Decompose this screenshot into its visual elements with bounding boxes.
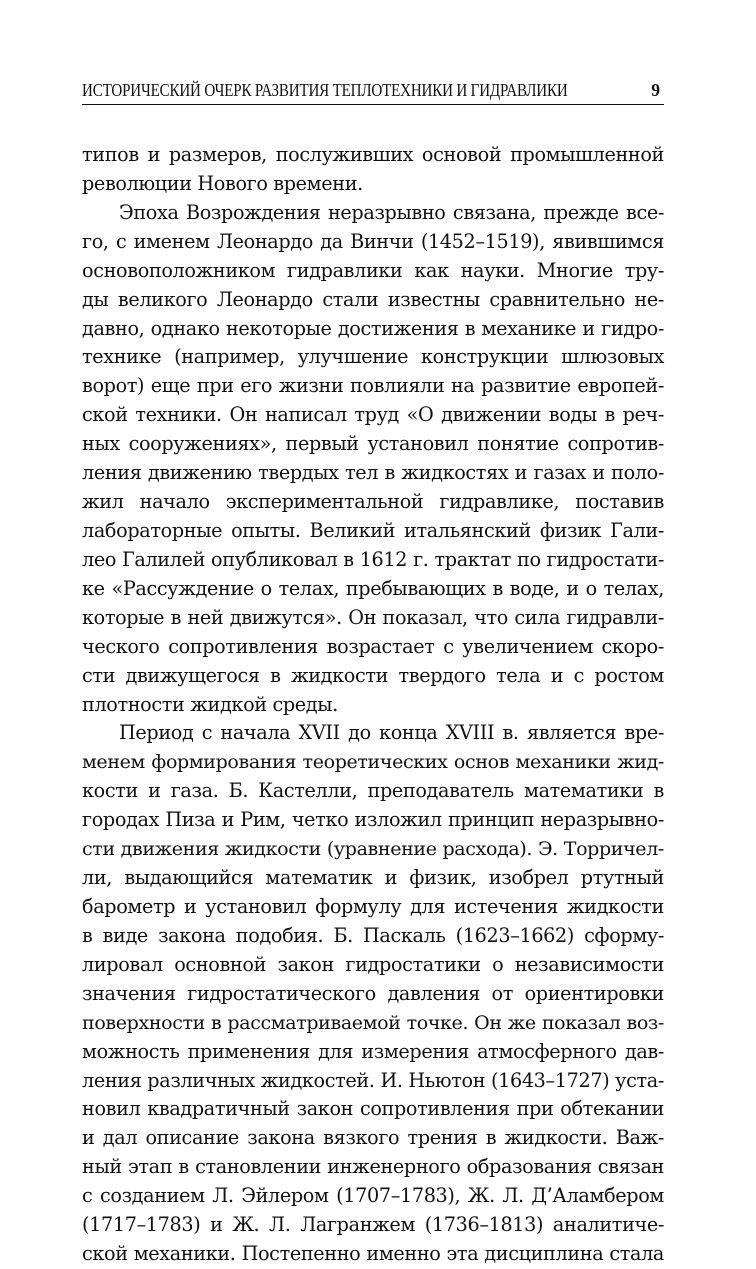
text-line: ской механики. Постепенно именно эта дисциплина стала [82,1242,664,1266]
text-line: и дал описание закона вязкого трения в жидкости. Важ- [82,1126,664,1150]
text-line: менем формирования теоретических основ механики жид- [82,751,664,774]
text-line: революции Нового времени. [82,171,363,195]
text-line: (1717–1783) и Ж. Л. Лагранжем (1736–1813) аналитиче- [82,1213,664,1237]
page-number: 9 [651,80,660,100]
text-line: жил начало экспериментальной гидравлике, поставив [82,490,664,514]
text-line: Эпоха Возрождения неразрывно связана, прежде все- [119,200,664,224]
text-line: ческого сопротивления возрастает с увеличением скоро- [82,634,664,658]
text-line: давно, однако некоторые достижения в механике и гидро- [82,316,664,340]
text-line: можность применения для измерения атмосферного дав- [82,1039,664,1063]
text-line: лировал основной закон гидростатики о независимости [82,952,664,976]
text-line: ный этап в становлении инженерного образования связан [82,1155,664,1179]
text-line: лабораторные опыты. Великий итальянский физик Гали- [82,518,664,542]
text-line: сти движущегося в жидкости твердого тела и с ростом [82,663,664,687]
text-line: ли, выдающийся математик и физик, изобрел ртутный [82,866,664,890]
text-line: го, с именем Леонардо да Винчи (1452–1519), явившимся [82,229,664,253]
text-line: с созданием Л. Эйлером (1707–1783), Ж. Л. Д’Аламбером [82,1184,664,1208]
text-line: ных сооружениях», первый установил понятие сопротив- [82,432,664,456]
text-line: Период с начала XVII до конца XVIII в. является вре- [119,721,664,745]
text-line: основоположником гидравлики как науки. Многие тру- [82,258,664,282]
text-line: лео Галилей опубликовал в 1612 г. трактат по гидростати- [82,547,664,571]
running-header-title: ИСТОРИЧЕСКИЙ ОЧЕРК РАЗВИТИЯ ТЕПЛОТЕХНИКИ И ГИДРАВЛИКИ [82,80,568,100]
running-header [82,78,664,105]
text-line: ления различных жидкостей. И. Ньютон (1643–1727) уста- [82,1068,664,1092]
text-line: технике (например, улучшение конструкции шлюзовых [82,345,664,369]
text-line: новил квадратичный закон сопротивления при обтекании [82,1097,664,1121]
text-line: в виде закона подобия. Б. Паскаль (1623–1662) сформу- [82,923,664,947]
book-page [82,0,664,1266]
text-line: ды великого Леонардо стали известны сравнительно не- [82,287,664,311]
text-line: ворот) еще при его жизни повлияли на развитие европей- [82,374,664,398]
body-text [82,141,664,1269]
text-line: барометр и установил формулу для истечения жидкости [82,894,664,918]
text-line: ской техники. Он написал труд «О движении воды в реч- [82,403,664,427]
text-line: кости и газа. Б. Кастелли, преподаватель математики в [82,779,664,803]
text-line: сти движения жидкости (уравнение расхода). Э. Торричел- [82,838,664,861]
text-line: которые в ней движутся». Он показал, что сила гидравли- [82,605,664,629]
text-line: плотности жидкой среды. [82,692,338,716]
text-line: поверхности в рассматриваемой точке. Он же показал воз- [82,1011,664,1034]
text-line: ления движению твердых тел в жидкостях и газах и поло- [82,461,664,485]
text-line: ке «Рассуждение о телах, пребывающих в воде, и о телах, [82,576,664,600]
text-line: типов и размеров, послуживших основой промышленной [82,143,664,166]
text-line: значения гидростатического давления от ориентировки [82,981,664,1005]
text-line: городах Пиза и Рим, четко изложил принцип неразрывно- [82,808,664,832]
